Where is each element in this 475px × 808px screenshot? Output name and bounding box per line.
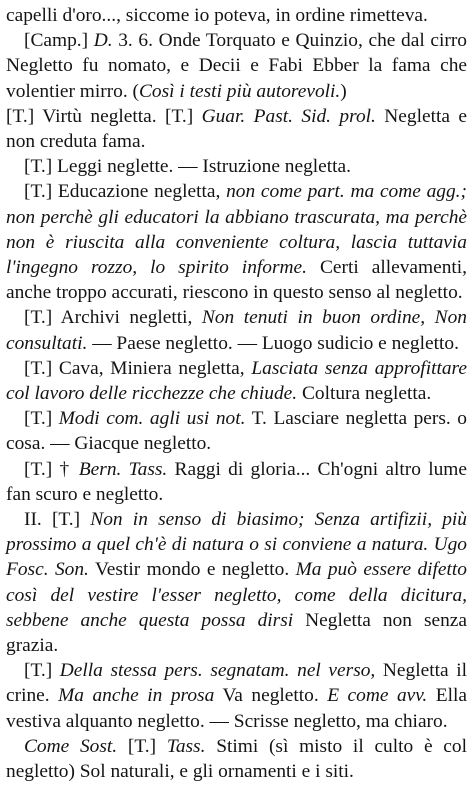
text-run: [T.] Archivi negletti, [24, 307, 202, 329]
text-run: [T.] Virtù negletta. [T.] [6, 105, 202, 127]
text-run-italic: Non tenuti in buon ordine, Non consultati. [6, 307, 467, 354]
paragraph-camp-citation [6, 28, 467, 104]
text-run: [T.] † [24, 458, 79, 480]
text-run: [Camp.] [24, 30, 94, 52]
text-run-italic: Non in senso di biasimo; Senza artifizii, più prossimo a quel ch'è di natura o si conviene a natura. Ugo Fosc. Son. [6, 509, 467, 581]
text-run: [T.] [117, 735, 167, 757]
text-run-italic: Modi com. agli usi not. [58, 408, 246, 430]
text-run: II. [T.] [24, 509, 91, 531]
text-run: 3. 6. Onde Torquato e Quinzio, che dal cirro Negletto fu nomato, e Decii e Fabi Ebber la fama che volentier mirro. ( [6, 30, 467, 102]
text-run: Va negletto. [214, 685, 328, 707]
text-run-italic: non come part. ma come agg.; non perchè gli educatori la abbiano trascurata, ma perchè non è riuscita alla conveniente coltura, lascia tuttavia l'ingegno rozzo, lo spirito informe. [6, 181, 467, 279]
text-run-italic: Ma anche in prosa [58, 685, 215, 707]
text-run-italic: E come avv. [327, 685, 428, 707]
text-run-italic: Come Sost. [24, 735, 118, 757]
text-run: [T.] Leggi neglette. — Istruzione negletta. [24, 156, 351, 178]
text-run-italic: Della stessa pers. segnatam. nel verso, [59, 660, 376, 682]
text-run: capelli d'oro..., siccome io poteva, in ordine rimetteva. [6, 5, 428, 26]
text-run: T. Lasciare negletta pers. o cosa. — Giacque negletto. [6, 408, 467, 455]
paragraph-leggi-neglette [6, 154, 467, 179]
text-run: Vestir mondo e negletto. [88, 559, 296, 581]
text-run: — Paese negletto. — Luogo sudicio e negletto. [87, 332, 459, 354]
paragraph-continuation [6, 3, 467, 28]
paragraph-bern-tass [6, 457, 467, 507]
text-run-italic: Ma può essere difetto così del vestire l'esser negletto, come della dicitura, sebbene anche questa possa dirsi [6, 559, 468, 631]
paragraph-archivi-negletti [6, 305, 467, 355]
paragraph-come-sost [6, 734, 467, 784]
text-run-italic: Tass. [166, 735, 206, 757]
paragraph-cava-miniera [6, 356, 467, 406]
text-run-italic: Guar. Past. Sid. prol. [201, 105, 376, 127]
text-run: Negletta e non creduta fama. [6, 105, 467, 153]
text-run: Certi allevamenti, anche troppo accurati, riescono in questo senso al negletto. [6, 257, 468, 304]
paragraph-della-stessa [6, 658, 467, 734]
text-run: [T.] [24, 660, 60, 682]
text-run-italic: Bern. Tass. [78, 458, 168, 480]
text-run-italic: Lasciata senza approfittare col lavoro delle ricchezze che chiude. [6, 357, 467, 405]
text-run: [T.] [24, 408, 59, 430]
text-run: Ella vestiva alquanto negletto. — Scrisse negletto, ma chiaro. [6, 685, 468, 732]
text-run: Negletta non senza grazia. [6, 609, 468, 657]
text-run: [T.] Educazione negletta, [24, 181, 227, 203]
text-run: Stimi (sì misto il culto è col negletto) Sol naturali, e gli ornamenti e i siti. [6, 735, 467, 783]
paragraph-virtu-negletta [6, 104, 467, 154]
text-run: ) [340, 80, 347, 102]
text-run: Raggi di gloria... Ch'ogni altro lume fan scuro e negletto. [6, 458, 467, 505]
paragraph-sense-two [6, 507, 467, 658]
text-run-italic: Così i testi più autorevoli. [139, 80, 341, 102]
text-run-italic: D. [93, 30, 113, 52]
paragraph-educazione-negletta [6, 179, 467, 305]
text-run: Negletta il crine. [6, 660, 467, 707]
text-run: [T.] Cava, Miniera negletta, [24, 357, 252, 379]
paragraph-modi-com [6, 406, 467, 456]
text-run: Coltura negletta. [297, 383, 432, 405]
